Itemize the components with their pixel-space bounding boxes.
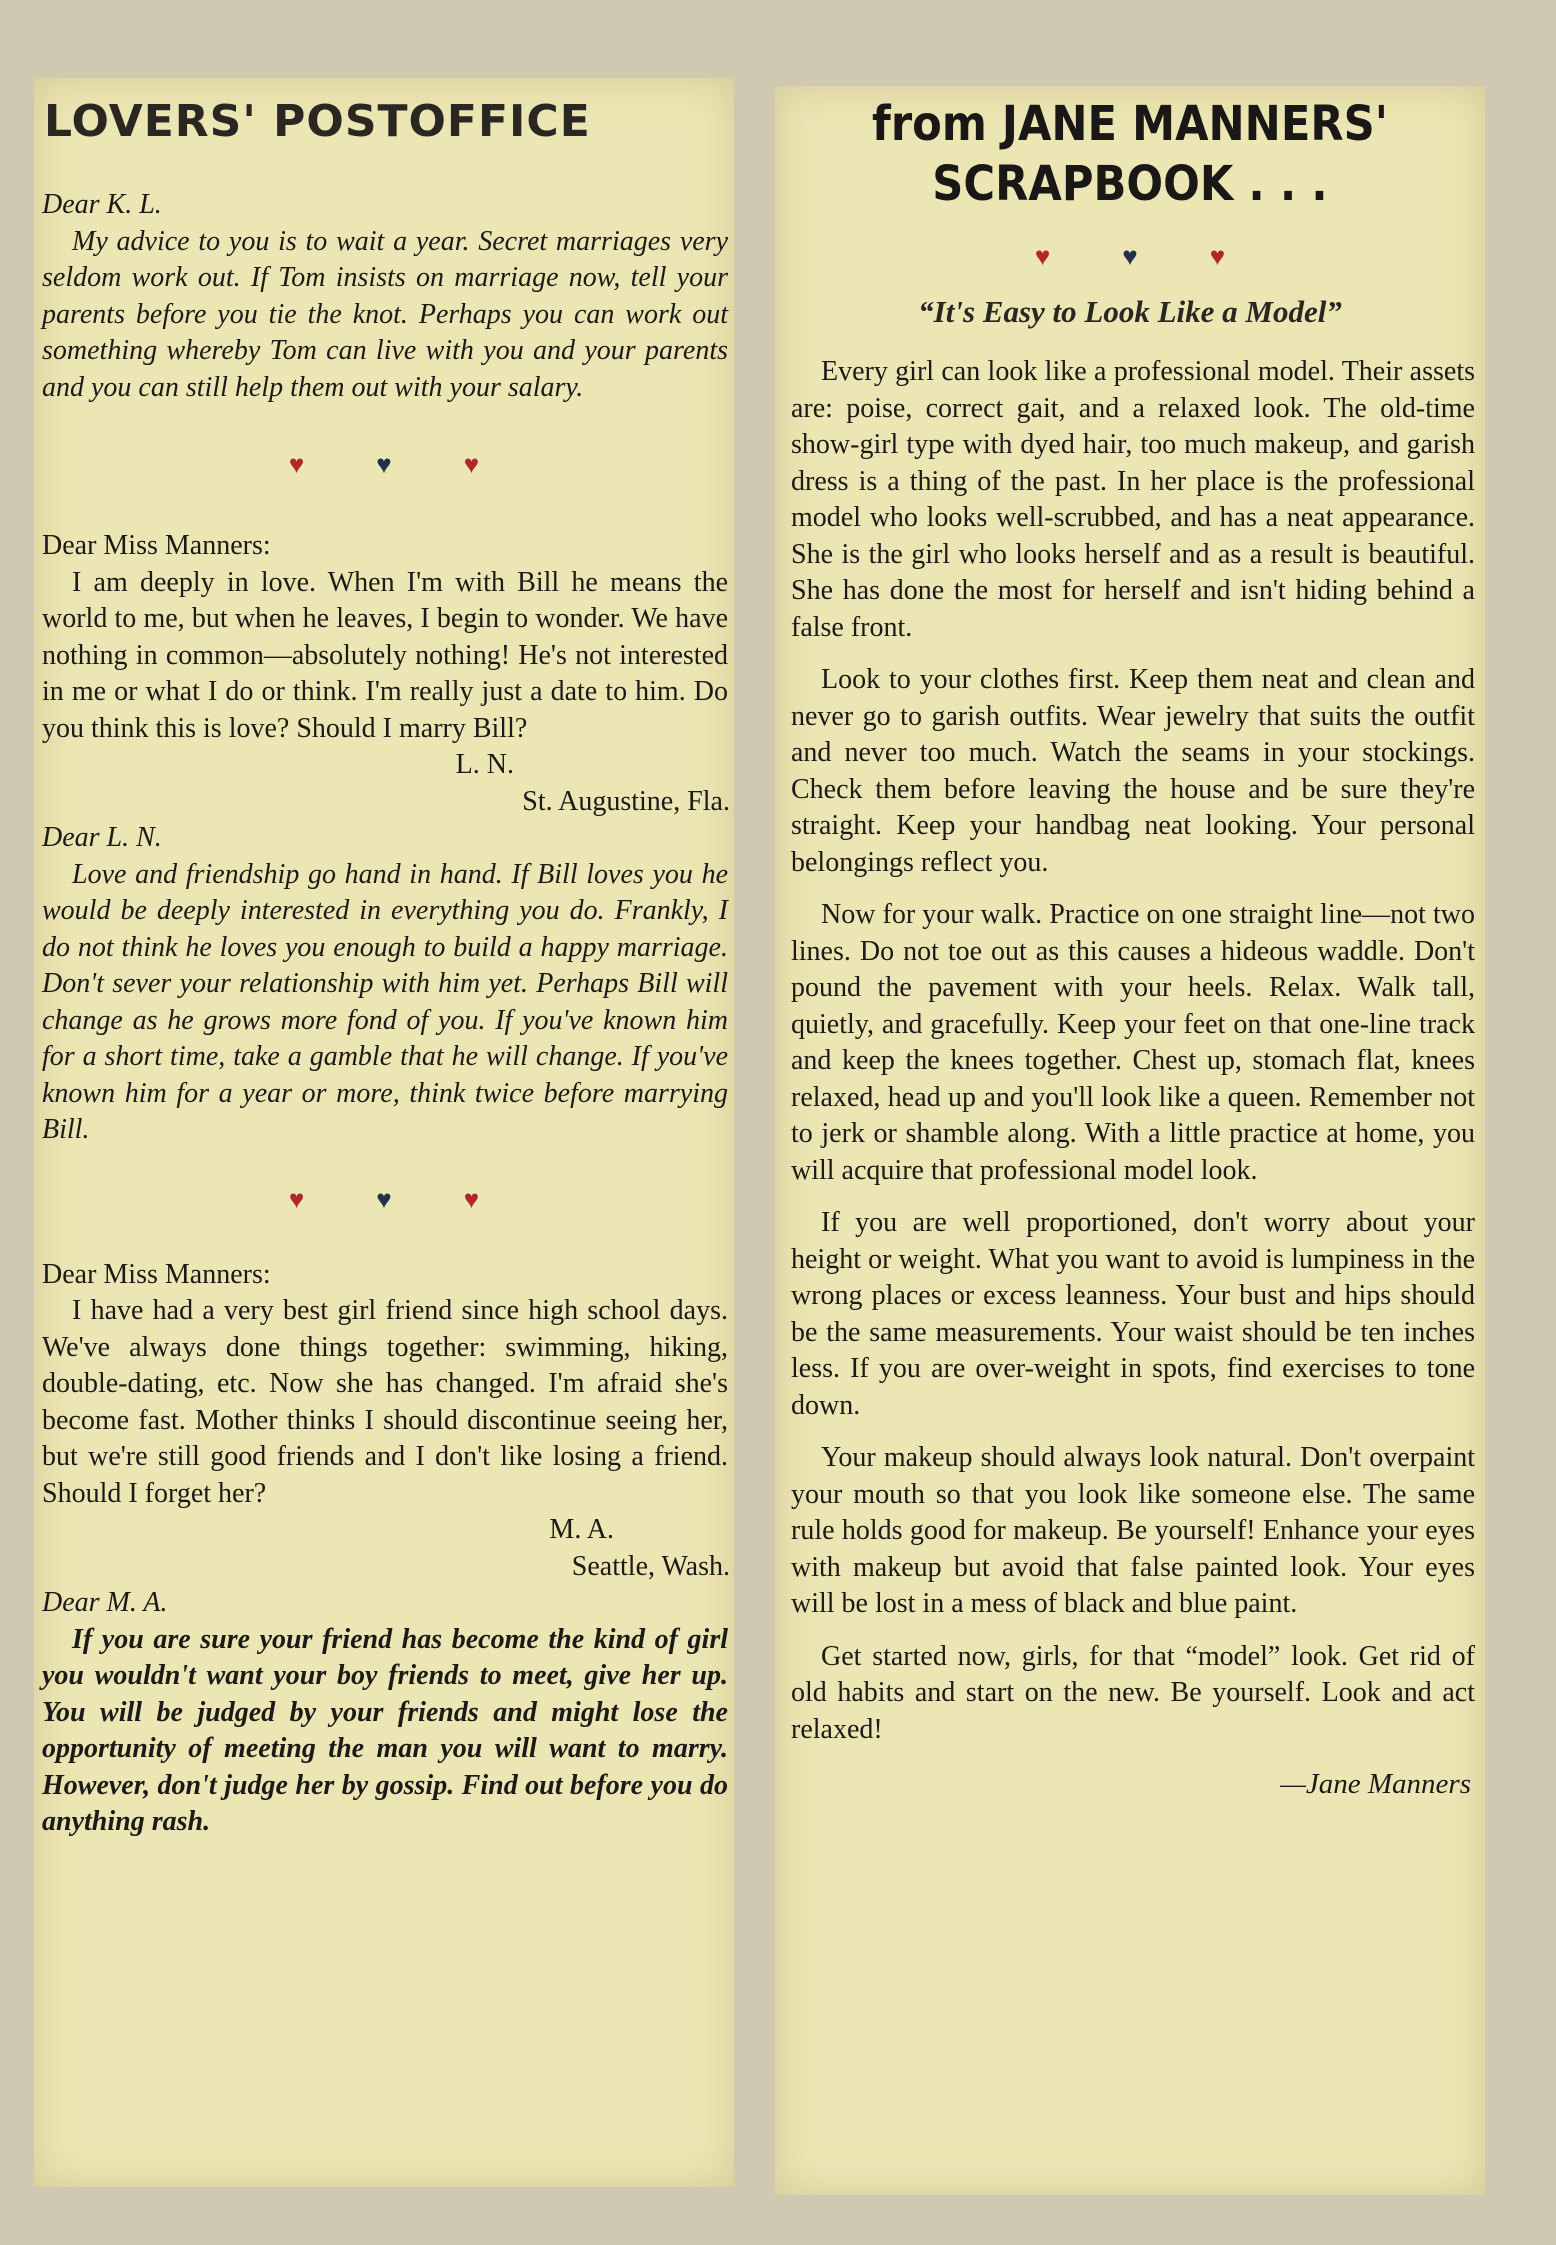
article-paragraph: If you are well proportioned, don't worry about your height or weight. What you want to avoid is lumpiness in the wrong places or excess leanness. Your bust and hips should be the same measurements. Your waist should be ten inches less. If you are over-weight in spots, find exercises to tone down. <box>791 1207 1475 1421</box>
title-line-1: from JANE MANNERS' <box>872 96 1388 152</box>
heart-icon: ♥ <box>1034 242 1051 271</box>
letter-body: I am deeply in love. When I'm with Bill he means the world to me, but when he leaves, I begin to wonder. We have nothing in common—absolutely nothing! He's not interested in me or what I do or think. I'm really just a date to him. Do you think this is love? Should I marry Bill? <box>42 566 728 744</box>
article-paragraph: Get started now, girls, for that “model” look. Get rid of old habits and start on the new. Be yourself. Look and act relaxed! <box>791 1640 1475 1745</box>
scrapbook-column <box>775 86 1485 2195</box>
heart-icon: ♥ <box>463 450 480 479</box>
letter-body: I have had a very best girl friend since high school days. We've always done things together: swimming, hiking, double-dating, etc. Now she has changed. I'm afraid she's become fast. Mother thinks I should discontinue seeing her, but we're still good friends and I don't like losing a friend. Should I forget her? <box>42 1295 728 1509</box>
title-line-2: SCRAPBOOK . . . <box>932 156 1328 212</box>
reply-salutation: Dear K. L. <box>42 189 162 220</box>
heart-icon: ♥ <box>1122 242 1138 271</box>
column-title <box>811 86 1450 214</box>
letter-signature-place: St. Augustine, Fla. <box>522 785 730 817</box>
letter-signature-initials: M. A. <box>549 1514 614 1545</box>
heart-divider <box>34 450 734 480</box>
article-byline: —Jane Manners <box>1280 1768 1471 1800</box>
letter-salutation: Dear Miss Manners: <box>42 530 271 561</box>
article-paragraph: Now for your walk. Practice on one straight line—not two lines. Do not toe out as this causes a hideous waddle. Don't pound the pavement with your heels. Relax. Walk tall, quietly, and gracefully. Keep your feet on that one-line track and keep the knees together. Chest up, stomach flat, knees relaxed, head up and you'll look like a queen. Remember not to jerk or shamble along. With a little practice at home, you will acquire that professional model look. <box>791 899 1475 1186</box>
reply-body: If you are sure your friend has become the kind of girl you wouldn't want your boy friends to meet, give her up. You will be judged by your friends and might lose the opportunity of meeting the man you will want to marry. However, don't judge her by gossip. Find out before you do anything rash. <box>42 1623 728 1837</box>
heart-divider <box>34 1185 734 1215</box>
reply-salutation: Dear L. N. <box>42 822 162 853</box>
reply-body: Love and friendship go hand in hand. If Bill loves you he would be deeply interested in everything you do. Frankly, I do not think he loves you enough to build a happy marriage. Don't sever your relationship with him yet. Perhaps Bill will change as he grows more fond of you. If you've known him for a short time, take a gamble that he will change. If you've known him for a year or more, think twice before marrying Bill. <box>42 858 728 1145</box>
heart-icon: ♥ <box>288 450 305 479</box>
reply-body: My advice to you is to wait a year. Secret marriages very seldom work out. If Tom insists on marriage now, tell your parents before you tie the knot. Perhaps you can work out something whereby Tom can live with you and your parents and you can still help them out with your salary. <box>42 225 728 403</box>
heart-icon: ♥ <box>376 1184 392 1214</box>
reply-salutation: Dear M. A. <box>42 1587 168 1618</box>
heart-icon: ♥ <box>376 450 392 479</box>
heart-icon: ♥ <box>1209 242 1226 271</box>
article-paragraph: Your makeup should always look natural. Don't overpaint your mouth so that you look like someone else. The same rule holds good for makeup. Be yourself! Enhance your eyes with makeup but avoid that false painted look. Your eyes will be lost in a mess of black and blue paint. <box>791 1442 1475 1619</box>
lovers-postoffice-column <box>34 78 734 2187</box>
article-paragraph: Every girl can look like a professional model. Their assets are: poise, correct gait, and a relaxed look. The old-time show-girl type with dyed hair, too much makeup, and garish dress is a thing of the past. In her place is the professional model who looks well-scrubbed, and has a neat appearance. She is the girl who looks herself and as a result is beautiful. She has done the most for herself and isn't hiding behind a false front. <box>791 356 1475 643</box>
column-title: LOVERS' POSTOFFICE <box>44 96 591 147</box>
letter-signature-place: Seattle, Wash. <box>571 1550 730 1582</box>
heart-icon: ♥ <box>288 1184 305 1214</box>
letter-signature-initials: L. N. <box>455 749 514 780</box>
article-paragraph: Look to your clothes first. Keep them neat and clean and never go to garish outfits. Wear jewelry that suits the outfit and never too much. Watch the seams in your stockings. Check them before leaving the house and be sure they're straight. Keep your handbag neat looking. Your personal belongings reflect you. <box>791 664 1475 878</box>
heart-divider <box>775 242 1485 272</box>
heart-icon: ♥ <box>463 1184 480 1214</box>
article-subtitle: “It's Easy to Look Like a Model” <box>918 294 1342 329</box>
letter-salutation: Dear Miss Manners: <box>42 1258 271 1290</box>
